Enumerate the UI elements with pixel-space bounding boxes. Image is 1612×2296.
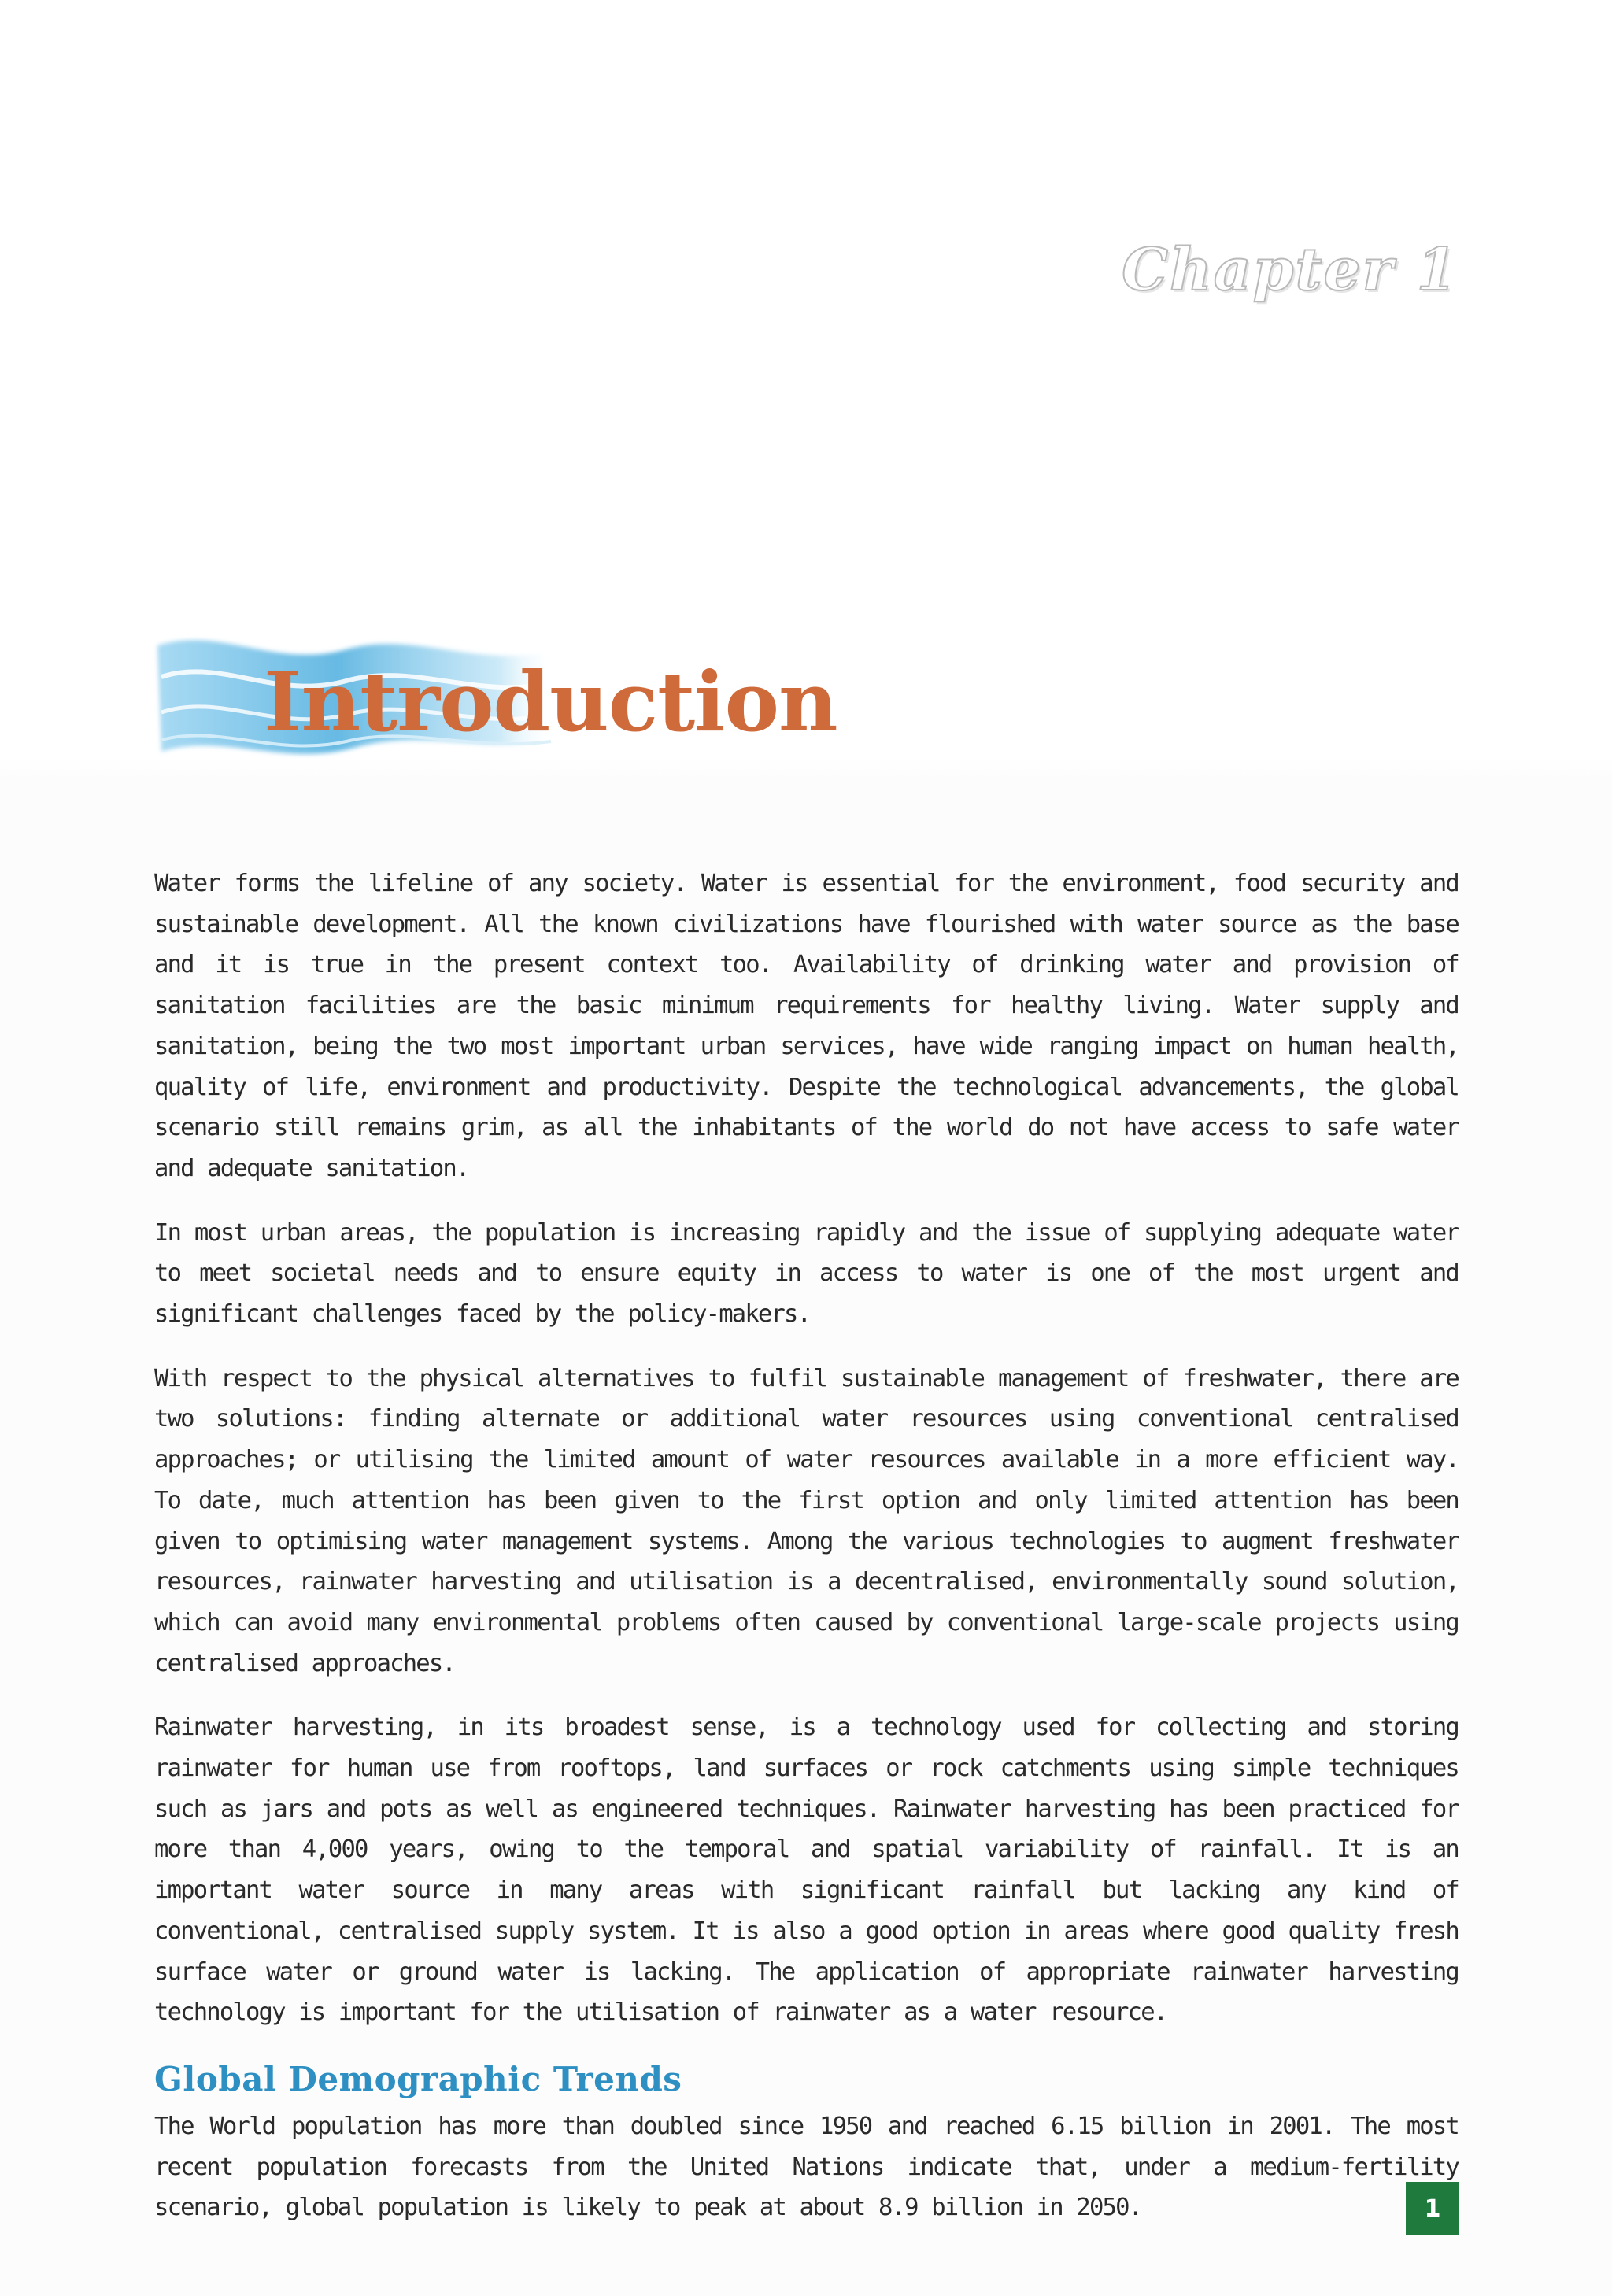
section-heading: Global Demographic Trends xyxy=(154,2059,682,2098)
page-title: Introduction xyxy=(264,653,837,750)
paragraph: Water forms the lifeline of any society. Water is essential for the environment, food security and sustainable development. All the known civilizations have flourished with water source as the base and it is true in the present context too. Availability of drinking water and provision of sanitation facilities are the basic minimum requirements for healthy living. Water supply and sanitation, being the two most important urban services, have wide ranging impact on human health, quality of life, environment and productivity. Despite the technological advancements, the global scenario still remains grim, as all the inhabitants of the world do not have access to safe water and adequate sanitation. xyxy=(154,870,1459,1182)
paragraph: In most urban areas, the population is increasing rapidly and the issue of supplying adequate water to meet societal needs and to ensure equity in access to water is one of the most urgent and significant challenges faced by the policy-makers. xyxy=(154,1218,1459,1329)
page-number-badge: 1 xyxy=(1406,2182,1459,2235)
paragraph: The World population has more than doubled since 1950 and reached 6.15 billion in 2001. The most recent population forecasts from the United Nations indicate that, under a medium-fertility scenario, global population is likely to peak at about 8.9 billion in 2050. xyxy=(154,2112,1459,2222)
chapter-label: Chapter 1 xyxy=(1122,236,1459,304)
paragraph: Rainwater harvesting, in its broadest sense, is a technology used for collecting and storing rainwater for human use from rooftops, land surfaces or rock catchments using simple techniques such as jars and pots as well as engineered techniques. Rainwater harvesting has been practiced for more than 4,000 years, owing to the temporal and spatial variability of rainfall. It is an important water source in many areas with significant rainfall but lacking any kind of conventional, centralised supply system. It is also a good option in areas where good quality fresh surface water or ground water is lacking. The application of appropriate rainwater harvesting technology is important for the utilisation of rainwater as a water resource. xyxy=(154,1714,1459,2027)
paragraph: With respect to the physical alternatives to fulfil sustainable management of freshwater, there are two solutions: finding alternate or additional water resources using conventional centralised approaches; or utilising the limited amount of water resources available in a more efficient way. To date, much attention has been given to the first option and only limited attention has been given to optimising water management systems. Among the various technologies to augment freshwater resources, rainwater harvesting and utilisation is a decentralised, environmentally sound solution, which can avoid many environmental problems often caused by conventional large-scale projects using centralised approaches. xyxy=(154,1364,1459,1677)
title-block xyxy=(150,622,837,771)
body-text xyxy=(154,863,1459,2252)
